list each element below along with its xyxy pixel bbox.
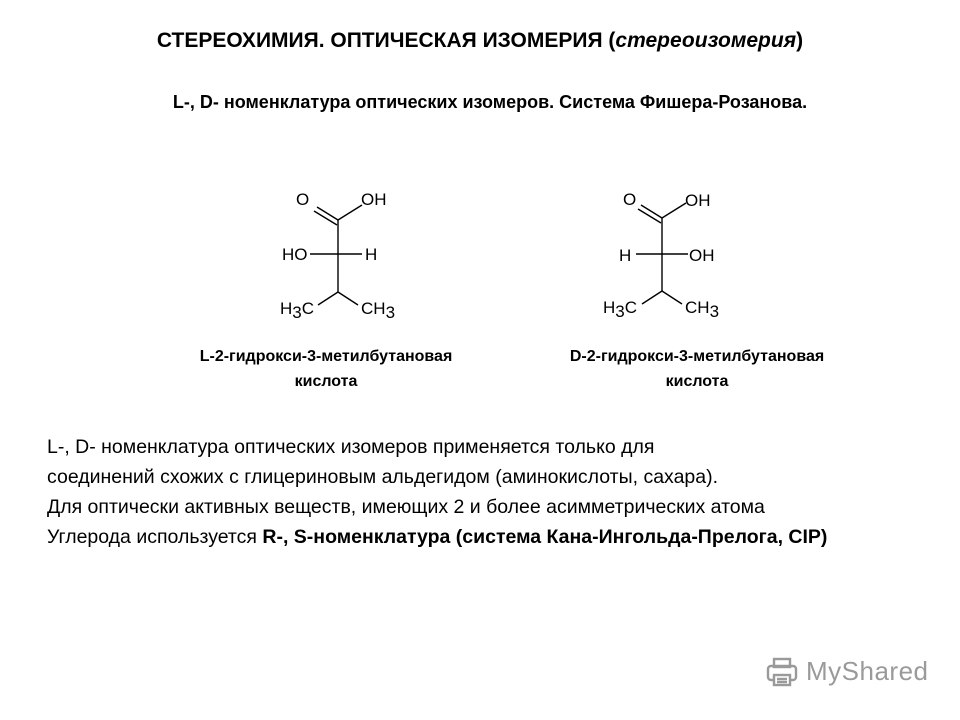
paragraph-line: L-, D- номенклатура оптических изомеров применяется только для: [47, 436, 655, 458]
caption-line: L-2-гидрокси-3-метилбутановая: [199, 348, 453, 365]
paragraph-line: Для оптически активных веществ, имеющих 2 и более асимметрических атома: [47, 496, 765, 518]
h3c-label: H3C: [603, 298, 638, 321]
caption-line: D-2-гидрокси-3-метилбутановая: [569, 348, 825, 365]
title-italic: стереоизомерия: [615, 29, 797, 52]
caption-line: кислота: [665, 373, 729, 390]
explanation-paragraph: [47, 432, 927, 552]
molecule-d-structure: [590, 180, 820, 330]
ch3-label: CH3: [361, 299, 396, 322]
molecule-l-caption: [166, 344, 486, 394]
molecule-l-structure: [262, 180, 492, 330]
h3c-label: H3C: [280, 299, 315, 322]
printer-icon: [766, 657, 798, 687]
left-group-label: H: [619, 246, 632, 265]
molecule-d-caption: [537, 344, 857, 394]
caption-line: кислота: [294, 373, 358, 390]
watermark-text: MyShared: [806, 656, 929, 686]
watermark-logo: [766, 654, 936, 694]
paragraph-line: соединений схожих с глицериновым альдегидом (аминокислоты, сахара).: [47, 466, 719, 488]
oxygen-label: O: [296, 190, 310, 209]
right-group-label: OH: [689, 246, 715, 265]
left-group-label: HO: [282, 245, 308, 264]
ch3-label: CH3: [685, 298, 720, 321]
rs-nomenclature-highlight: R-, S-номенклатура (система Кана-Ингольда-Прелога, CIP): [262, 526, 828, 548]
paragraph-line: Углерода используется R-, S-номенклатура (система Кана-Ингольда-Прелога, CIP): [47, 526, 828, 548]
hydroxyl-label: OH: [361, 190, 387, 209]
right-group-label: H: [365, 245, 378, 264]
section-subtitle: L-, D- номенклатура оптических изомеров. Система Фишера-Розанова.: [172, 92, 808, 112]
oxygen-label: O: [623, 190, 637, 209]
page-title: СТЕРЕОХИМИЯ. ОПТИЧЕСКАЯ ИЗОМЕРИЯ (стереоизомерия): [156, 29, 804, 52]
hydroxyl-label: OH: [685, 191, 711, 210]
